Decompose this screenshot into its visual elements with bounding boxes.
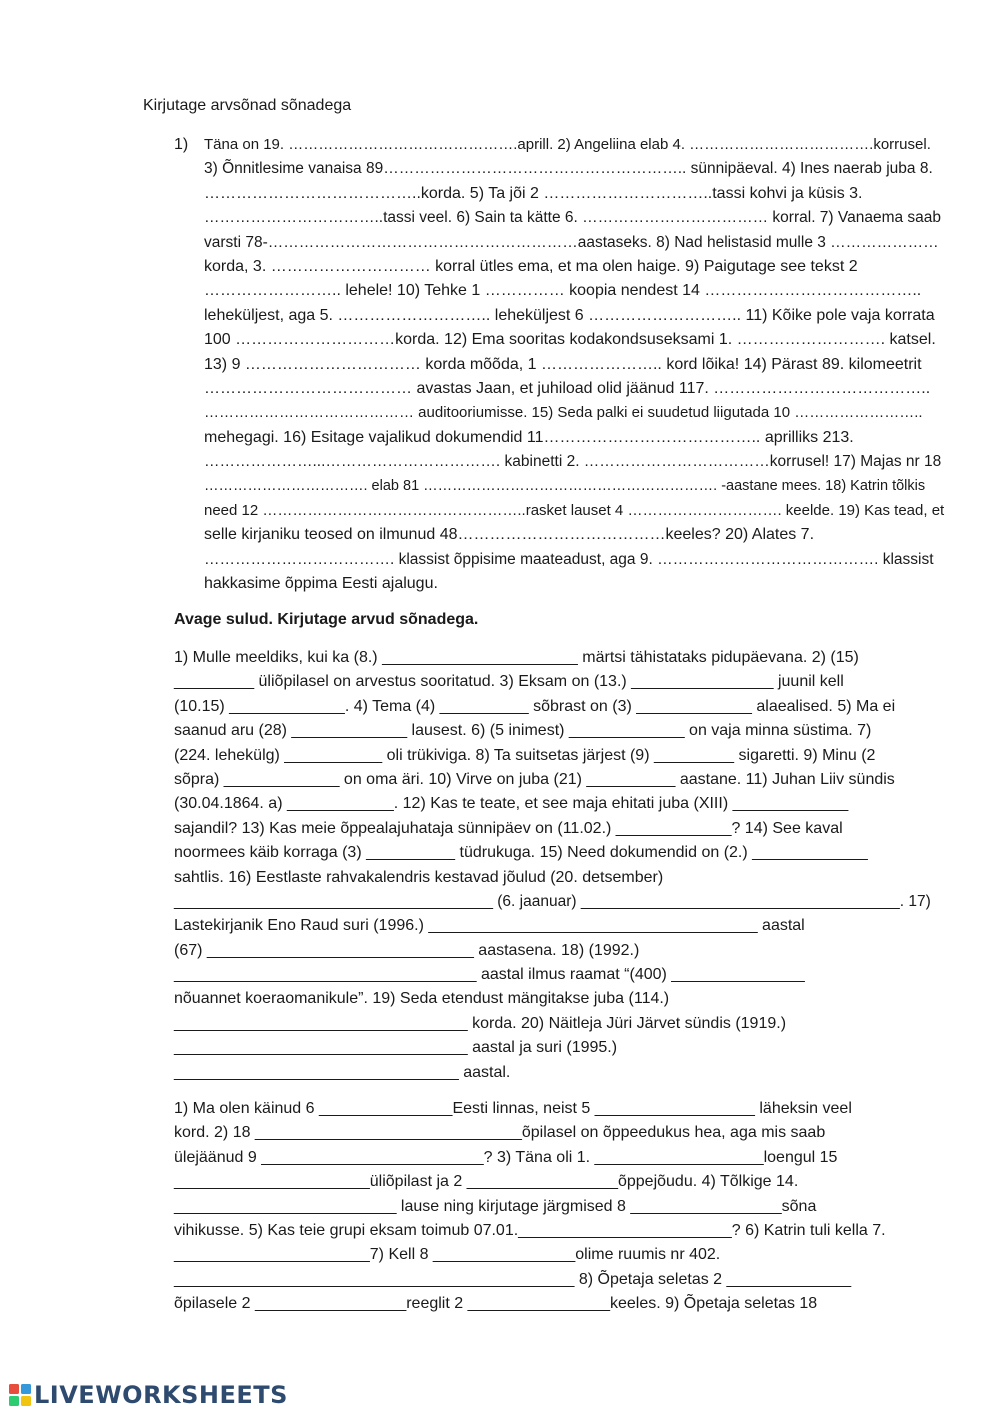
- text-line: selle kirjaniku teosed on ilmunud 48…………………………………keeles? 20) Alates 7.: [204, 526, 815, 544]
- text-line: ……………………………. elab 81 ……………………………………………………. -aastane mees. 18) Katrin tõlkis: [204, 478, 926, 495]
- text-line: _____________________________________________ 8) Õpetaja seletas 2 ______________: [174, 1270, 852, 1288]
- exercise-1-number: 1): [174, 136, 189, 153]
- text-line: õpilasele 2 _________________reeglit 2 ________________keeles. 9) Õpetaja seletas 18: [174, 1295, 818, 1313]
- text-line: ______________________üliõpilast ja 2 _________________õppejõudu. 4) Tõlkige 14.: [174, 1173, 799, 1191]
- page-title: Kirjutage arvsõnad sõnadega: [143, 97, 352, 114]
- text-line: (224. lehekülg) ___________ oli trükiviga. 8) Ta suitsetas järjest (9) _________ sigaretti. 9) Minu (2: [174, 746, 876, 764]
- text-line: Lastekirjanik Eno Raud suri (1996.) _____________________________________ aastal: [174, 917, 805, 935]
- liveworksheets-logo-icon: [8, 1383, 32, 1407]
- text-line: sajandil? 13) Kas meie õppealajuhataja sünnipäev on (11.02.) _____________? 14) See kaval: [174, 819, 843, 837]
- text-line: noormees käib korraga (3) __________ tüdrukuga. 15) Need dokumendid on (2.) _____________: [174, 844, 868, 862]
- text-line: (10.15) _____________. 4) Tema (4) __________ sõbrast on (3) _____________ alaealised. 5) Ma ei: [174, 697, 896, 715]
- text-line: _________ üliõpilasel on arvestus sooritatud. 3) Eksam on (13.) ________________ juunil kell: [174, 673, 844, 691]
- text-line: Täna on 19. ……………………………………….aprill. 2) Angeliina elab 4. ……………………………….korrusel.: [204, 136, 931, 153]
- text-line: leheküljest, aga 5. ……………………….. leheküljest 6 ……………………….. 11) Kõike pole vaja korrata: [204, 306, 935, 324]
- text-line: sõpra) _____________ on oma äri. 10) Virve on juba (21) __________ aastane. 11) Juhan Liiv sündis: [174, 770, 895, 788]
- text-line: …………………………………… auditooriumisse. 15) Seda palki ei suudetud liigutada 10 ……………………..: [204, 404, 923, 422]
- text-line: _________________________________ aastal ja suri (1995.): [174, 1039, 618, 1057]
- text-line: 1) Mulle meeldiks, kui ka (8.) ______________________ märtsi tähistataks pidupäevana. 2) (15): [174, 649, 859, 666]
- text-line: mehegagi. 16) Esitage vajalikud dokumendid 11………………………………….. aprilliks 213.: [204, 428, 854, 446]
- text-line: sahtlis. 16) Eestlaste rahvakalendris kestavad jõulud (20. detsember): [174, 868, 664, 886]
- text-line: varsti 78-……………………………………………………aastaseks. 8) Nad helistasid mulle 3 …………………: [204, 233, 939, 251]
- text-line: _____________________________________ (6. jaanuar) _____________________________________. 17): [174, 892, 931, 910]
- text-line: ______________________7) Kell 8 ________________olime ruumis nr 402.: [174, 1246, 721, 1264]
- text-line: …………………….. lehele! 10) Tehke 1 …………… koopia nendest 14 …………………………………..: [204, 282, 922, 300]
- text-line: _________________________ lause ning kirjutage järgmised 8 _________________sõna: [174, 1197, 817, 1215]
- text-line: _________________________________ korda. 20) Näitleja Jüri Järvet sündis (1919.): [174, 1014, 787, 1032]
- text-line: nõuannet koeraomanikule”. 19) Seda etendust mängitakse juba (114.): [174, 990, 670, 1008]
- text-line: ……………………………..tassi veel. 6) Sain ta kätte 6. ……………………………… korral. 7) Vanaema saab: [204, 209, 942, 227]
- text-line: saanud aru (28) _____________ lausest. 6) (5 inimest) _____________ on vaja minna süstima. 7): [174, 722, 872, 740]
- brand-name: LIVEWORKSHEETS: [34, 1381, 288, 1409]
- exercise-2: [174, 646, 934, 1085]
- exercise-1-text: [204, 133, 944, 596]
- text-line: ………………………………. klassist õppisime maateadust, aga 9. ……………………………………. klassist: [204, 550, 934, 568]
- text-line: __________________________________ aastal ilmus raamat “(400) _______________: [174, 966, 805, 984]
- text-line: 3) Õnnitlesime vanaisa 89………………………………………………….. sünnipäeval. 4) Ines naerab juba 8.: [204, 160, 933, 178]
- text-line: 1) Ma olen käinud 6 _______________Eesti linnas, neist 5 __________________ läheksin veel: [174, 1100, 852, 1117]
- text-line: …………………...……………………………. kabinetti 2. ………………………………korrusel! 17) Majas nr 18: [204, 453, 942, 471]
- text-line: ülejäänud 9 _________________________? 3) Täna oli 1. ___________________loengul 15: [174, 1148, 838, 1166]
- text-line: korda, 3. ………………………… korral ütles ema, et ma olen haige. 9) Paigutage see tekst 2: [204, 257, 858, 275]
- text-line: (30.04.1864. a) ____________. 12) Kas te teate, et see maja ehitati juba (XIII) _____________: [174, 795, 849, 813]
- text-line: ………………………………… avastas Jaan, et juhiload olid jäänud 117. …………………………………..: [204, 379, 931, 397]
- liveworksheets-logo[interactable]: [8, 1380, 288, 1410]
- text-line: need 12 ……………………………………………..rasket lauset 4 …………………………. keelde. 19) Kas tead, et: [204, 501, 945, 519]
- text-line: vihikusse. 5) Kas teie grupi eksam toimub 07.01.________________________? 6) Katrin tuli kella 7.: [174, 1221, 886, 1239]
- text-line: …………………………………..korda. 5) Ta jõi 2 …………………………..tassi kohvi ja küsis 3.: [204, 184, 863, 202]
- text-line: 13) 9 …………………………… korda mõõda, 1 ………………….. kord lõika! 14) Pärast 89. kilomeetrit: [204, 355, 922, 373]
- text-line: ________________________________ aastal.: [174, 1063, 511, 1081]
- exercise-2-heading: Avage sulud. Kirjutage arvud sõnadega.: [174, 611, 479, 628]
- text-line: kord. 2) 18 ______________________________õpilasel on õppeedukus hea, aga mis saab: [174, 1124, 826, 1142]
- text-line: (67) ______________________________ aastasena. 18) (1992.): [174, 941, 640, 959]
- exercise-3: [174, 1097, 934, 1317]
- text-line: hakkasime õppima Eesti ajalugu.: [204, 575, 438, 593]
- text-line: 100 …………………………korda. 12) Ema sooritas kodakondsuseksami 1. ………………………. katsel.: [204, 331, 936, 349]
